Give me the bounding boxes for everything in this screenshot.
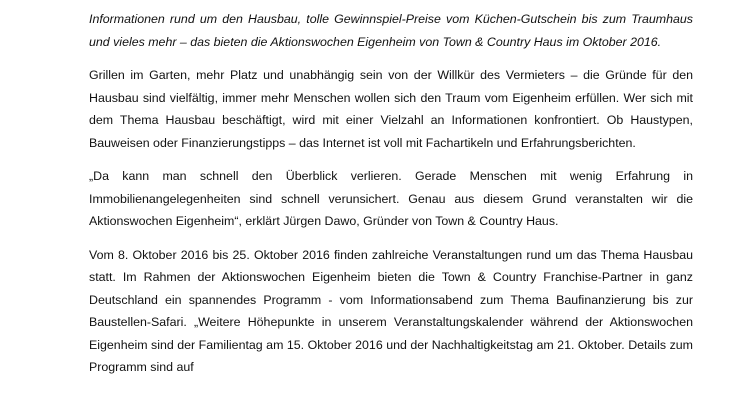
- body-paragraph-2: „Da kann man schnell den Überblick verlieren. Gerade Menschen mit wenig Erfahrung in Immobilienangelegenheiten sind schnell verunsichert. Genau aus diesem Grund veranstalten wir die Aktionswochen Eigenheim“, erklärt Jürgen Dawo, Gründer von Town & Country Haus.: [89, 169, 693, 228]
- document-page: [89, 8, 693, 390]
- intro-paragraph: Informationen rund um den Hausbau, tolle Gewinnspiel-Preise vom Küchen-Gutschein bis zum Traumhaus und vieles mehr – das bieten die Aktionswochen Eigenheim von Town & Country Haus im Oktober 2016.: [89, 12, 693, 49]
- body-paragraph-1: Grillen im Garten, mehr Platz und unabhängig sein von der Willkür des Vermieters – die Gründe für den Hausbau sind vielfältig, immer mehr Menschen wollen sich den Traum vom Eigenheim erfüllen. Wer sich mit dem Thema Hausbau beschäftigt, wird mit einer Vielzahl an Informationen konfrontiert. Ob Haustypen, Bauweisen oder Finanzierungstipps – das Internet ist voll mit Fachartikeln und Erfahrungsberichten.: [89, 68, 693, 150]
- body-paragraph-3: Vom 8. Oktober 2016 bis 25. Oktober 2016 finden zahlreiche Veranstaltungen rund um das Thema Hausbau statt. Im Rahmen der Aktionswochen Eigenheim bieten die Town & Country Franchise-Partner in ganz Deutschland ein spannendes Programm - vom Informationsabend zum Thema Baufinanzierung bis zur Baustellen-Safari. „Weitere Höhepunkte in unserem Veranstaltungskalender während der Aktionswochen Eigenheim sind der Familientag am 15. Oktober 2016 und der Nachhaltigkeitstag am 21. Oktober. Details zum Programm sind auf: [89, 247, 693, 374]
